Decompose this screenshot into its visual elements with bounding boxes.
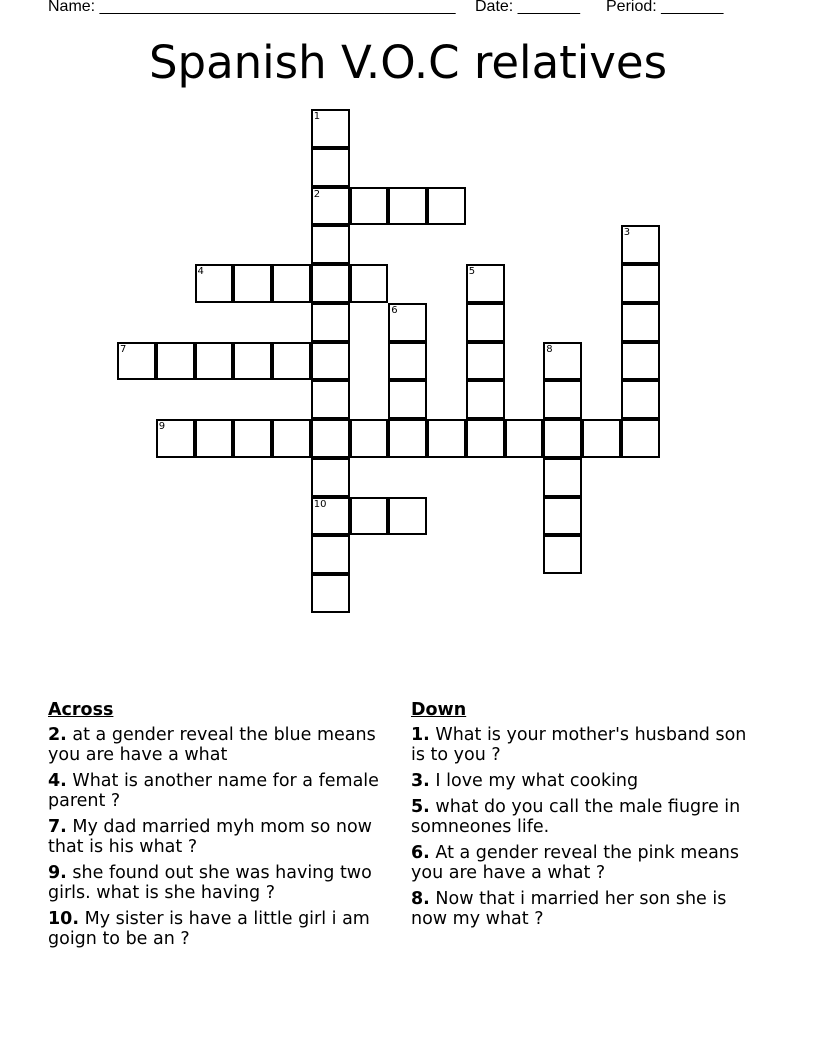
clue-across-7: 7. My dad married myh mom so now that is his what ? [48,817,372,857]
date-field[interactable]: Date: _______ [475,0,580,15]
grid-cell[interactable] [350,497,389,536]
grid-cell[interactable] [543,458,582,497]
grid-cell[interactable] [311,148,350,187]
cell-number: 8 [546,343,553,355]
cell-number: 5 [468,266,476,277]
grid-cell[interactable] [543,342,582,381]
grid-cell[interactable] [427,419,466,458]
period-field[interactable]: Period: _______ [606,0,724,15]
grid-cell[interactable] [195,264,234,303]
grid-cell[interactable] [311,187,350,226]
grid-cell[interactable] [543,380,582,419]
grid-cell[interactable] [388,380,427,419]
down-clues [411,700,761,935]
cell-number: 4 [197,266,204,277]
grid-cell[interactable] [311,574,350,613]
grid-cell[interactable] [156,419,195,458]
grid-cell[interactable] [427,187,466,226]
across-heading: Across [48,700,114,720]
cell-number: 10 [313,498,327,510]
grid-cell[interactable] [621,303,660,342]
grid-cell[interactable] [388,497,427,536]
grid-cell[interactable] [466,419,505,458]
grid-cell[interactable] [311,497,350,536]
clue-across-2: 2. at a gender reveal the blue means you are have a what [48,725,376,765]
grid-cell[interactable] [621,225,660,264]
grid-cell[interactable] [388,303,427,342]
grid-cell[interactable] [311,458,350,497]
grid-cell[interactable] [311,535,350,574]
grid-cell[interactable] [543,419,582,458]
grid-cell[interactable] [621,380,660,419]
cell-number: 3 [623,227,631,239]
grid-cell[interactable] [582,419,621,458]
grid-cell[interactable] [543,497,582,536]
clue-across-4: 4. What is another name for a female parent ? [48,771,379,811]
grid-cell[interactable] [311,225,350,264]
grid-cell[interactable] [621,342,660,381]
grid-cell[interactable] [272,342,311,381]
grid-cell[interactable] [233,264,272,303]
clue-across-9: 9. she found out she was having two girls. what is she having ? [48,863,372,903]
grid-cell[interactable] [311,380,350,419]
cell-number: 7 [120,343,127,355]
page-title: Spanish V.O.C relatives [148,36,668,89]
grid-cell[interactable] [388,419,427,458]
down-heading: Down [411,700,467,720]
grid-cell[interactable] [350,187,389,226]
grid-cell[interactable] [156,342,195,381]
grid-cell[interactable] [272,264,311,303]
cell-number: 6 [391,304,398,316]
grid-cell[interactable] [311,342,350,381]
name-field[interactable]: Name: ________________________________________ [48,0,456,15]
grid-cell[interactable] [311,303,350,342]
grid-cell[interactable] [233,342,272,381]
grid-cell[interactable] [350,419,389,458]
grid-cell[interactable] [543,535,582,574]
grid-cell[interactable] [195,342,234,381]
across-clues [48,700,398,955]
clue-down-3: 3. I love my what cooking [411,771,639,791]
grid-cell[interactable] [311,419,350,458]
cell-number: 9 [158,421,166,432]
grid-cell[interactable] [117,342,156,381]
clue-across-10: 10. My sister is have a little girl i am goign to be an ? [48,909,370,949]
grid-cell[interactable] [466,380,505,419]
grid-cell[interactable] [195,419,234,458]
grid-cell[interactable] [505,419,544,458]
grid-cell[interactable] [621,264,660,303]
grid-cell[interactable] [388,342,427,381]
grid-cell[interactable] [466,264,505,303]
grid-cell[interactable] [466,303,505,342]
grid-cell[interactable] [233,419,272,458]
clue-down-1: 1. What is your mother's husband son is to you ? [411,725,747,765]
clue-down-5: 5. what do you call the male fiugre in somneones life. [411,797,741,837]
grid-cell[interactable] [388,187,427,226]
grid-cell[interactable] [311,264,350,303]
grid-cell[interactable] [466,342,505,381]
clue-down-8: 8. Now that i married her son she is now my what ? [411,889,727,929]
clue-down-6: 6. At a gender reveal the pink means you are have a what ? [411,843,740,883]
grid-cell[interactable] [311,109,350,148]
grid-cell[interactable] [621,419,660,458]
grid-cell[interactable] [350,264,389,303]
cell-number: 2 [313,188,321,200]
cell-number: 1 [313,111,321,122]
grid-cell[interactable] [272,419,311,458]
